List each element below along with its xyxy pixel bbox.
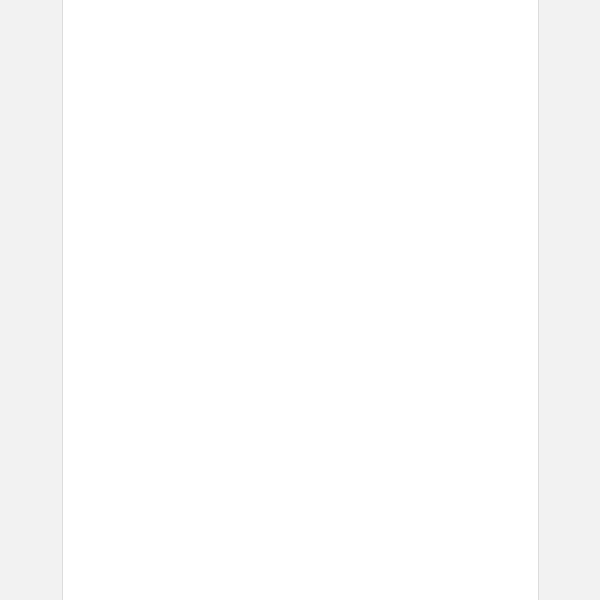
left-margin <box>0 0 63 600</box>
right-margin <box>538 0 600 600</box>
book-page <box>63 0 537 600</box>
